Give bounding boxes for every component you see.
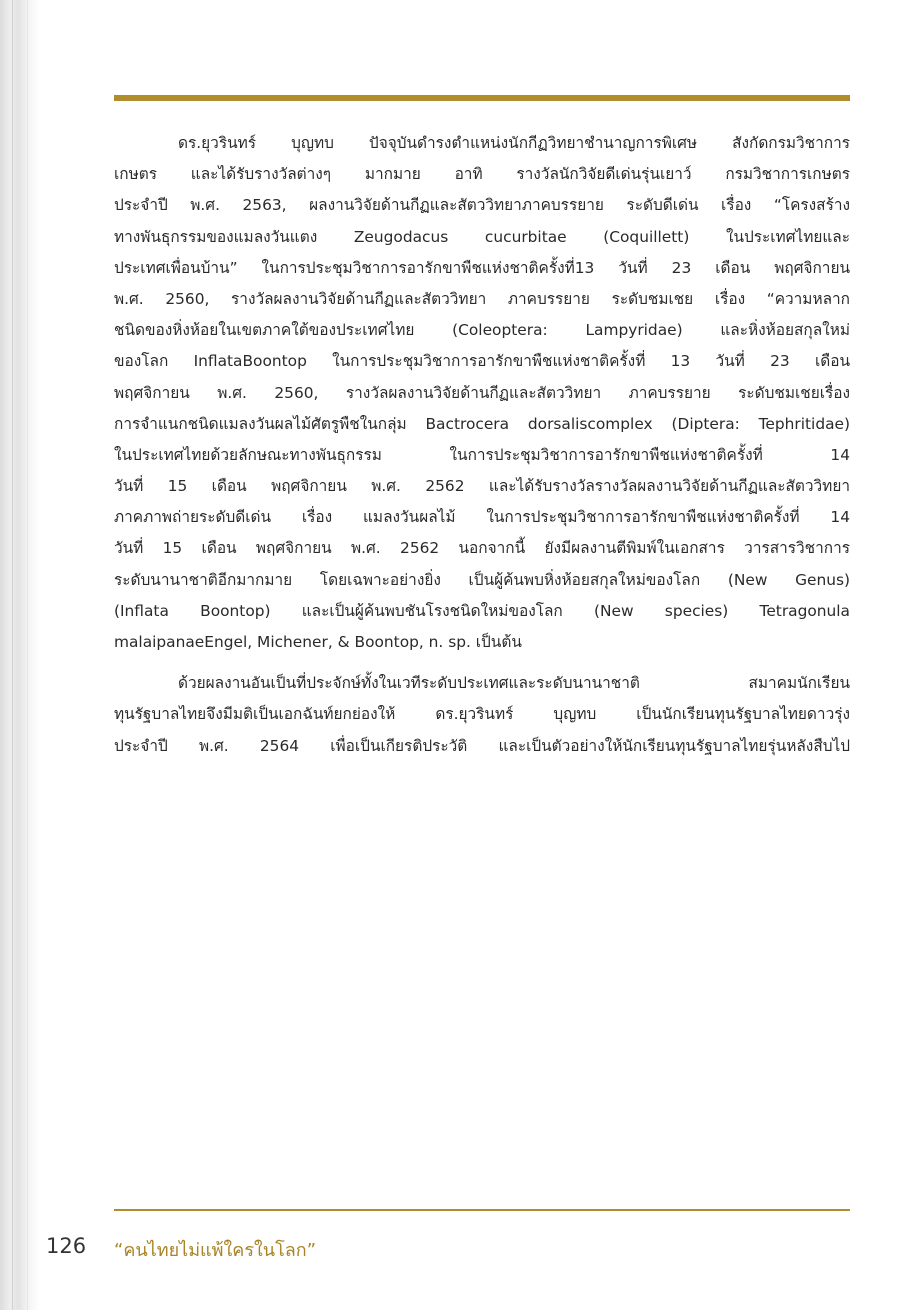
text-line: ประจำปี พ.ศ. 2564 เพื่อเป็นเกียรติประวัติ และเป็นตัวอย่างให้นักเรียนทุนรัฐบาลไทยรุ่นหลังสืบไป [114,736,850,755]
text-line: ทางพันธุกรรมของแมลงวันแตง Zeugodacus cucurbitae (Coquillett) ในประเทศไทยและ [114,227,850,246]
text-line: พฤศจิกายน พ.ศ. 2560, รางวัลผลงานวิจัยด้านกีฏและสัตววิทยา ภาคบรรยาย ระดับชมเชยเรื่อง [114,383,850,402]
text-line: ประเทศเพื่อนบ้าน” ในการประชุมวิชาการอารักขาพืชแห่งชาติครั้งที่13 วันที่ 23 เดือน พฤศจิกายน [114,258,850,277]
body-text [114,128,850,762]
header-rule [114,95,850,101]
binding-crease [12,0,13,1310]
text-line: ด้วยผลงานอันเป็นที่ประจักษ์ทั้งในเวทีระดับประเทศและระดับนานาชาติ สมาคมนักเรียน [178,674,850,693]
text-line: ระดับนานาชาติอีกมากมาย โดยเฉพาะอย่างยิ่ง เป็นผู้ค้นพบหิ่งห้อยสกุลใหม่ของโลก (New Genus) [114,570,850,589]
text-line: ดร.ยุวรินทร์ บุญทบ ปัจจุบันดำรงตำแหน่งนักกีฏวิทยาชำนาญการพิเศษ สังกัดกรมวิชาการ [178,134,850,152]
text-line: (Inflata Boontop) และเป็นผู้ค้นพบชันโรงชนิดใหม่ของโลก (New species) Tetragonula [114,601,850,620]
text-line: malaipanaeEngel, Michener, & Boontop, n. sp. เป็นต้น [114,633,522,651]
binding-crease [27,0,28,1310]
paragraph-2 [114,668,850,762]
paragraph-1 [114,128,850,658]
page-number: 126 [46,1234,87,1258]
text-line: ภาคภาพถ่ายระดับดีเด่น เรื่อง แมลงวันผลไม้ ในการประชุมวิชาการอารักขาพืชแห่งชาติครั้งที่ 14 [114,508,850,527]
footer-rule [114,1209,850,1211]
running-footer-title: “คนไทยไม่แพ้ใครในโลก” [114,1240,317,1261]
book-binding-shadow [0,0,40,1310]
text-line: ในประเทศไทยด้วยลักษณะทางพันธุกรรม ในการประชุมวิชาการอารักขาพืชแห่งชาติครั้งที่ 14 [114,445,850,464]
text-line: ประจำปี พ.ศ. 2563, ผลงานวิจัยด้านกีฏและสัตววิทยาภาคบรรยาย ระดับดีเด่น เรื่อง “โครงสร้าง [114,196,850,215]
text-line: ของโลก InflataBoontop ในการประชุมวิชาการอารักขาพืชแห่งชาติครั้งที่ 13 วันที่ 23 เดือน [114,352,850,371]
paragraph-spacer [114,658,850,668]
text-line: พ.ศ. 2560, รางวัลผลงานวิจัยด้านกีฏและสัตววิทยา ภาคบรรยาย ระดับชมเชย เรื่อง “ความหลาก [114,289,850,308]
text-line: เกษตร และได้รับรางวัลต่างๆ มากมาย อาทิ รางวัลนักวิจัยดีเด่นรุ่นเยาว์ กรมวิชาการเกษตร [114,165,850,184]
text-line: การจำแนกชนิดแมลงวันผลไม้ศัตรูพืชในกลุ่ม Bactrocera dorsaliscomplex (Diptera: Tephritidae) [114,414,850,433]
text-line: วันที่ 15 เดือน พฤศจิกายน พ.ศ. 2562 นอกจากนี้ ยังมีผลงานตีพิมพ์ในเอกสาร วารสารวิชาการ [114,539,850,558]
text-line: ทุนรัฐบาลไทยจึงมีมติเป็นเอกฉันท์ยกย่องให้ ดร.ยุวรินทร์ บุญทบ เป็นนักเรียนทุนรัฐบาลไทยดาวรุ่ง [114,705,850,724]
text-line: ชนิดของหิ่งห้อยในเขตภาคใต้ของประเทศไทย (Coleoptera: Lampyridae) และหิ่งห้อยสกุลใหม่ [114,321,850,340]
text-line: วันที่ 15 เดือน พฤศจิกายน พ.ศ. 2562 และได้รับรางวัลรางวัลผลงานวิจัยด้านกีฏและสัตววิทยา [114,477,850,496]
